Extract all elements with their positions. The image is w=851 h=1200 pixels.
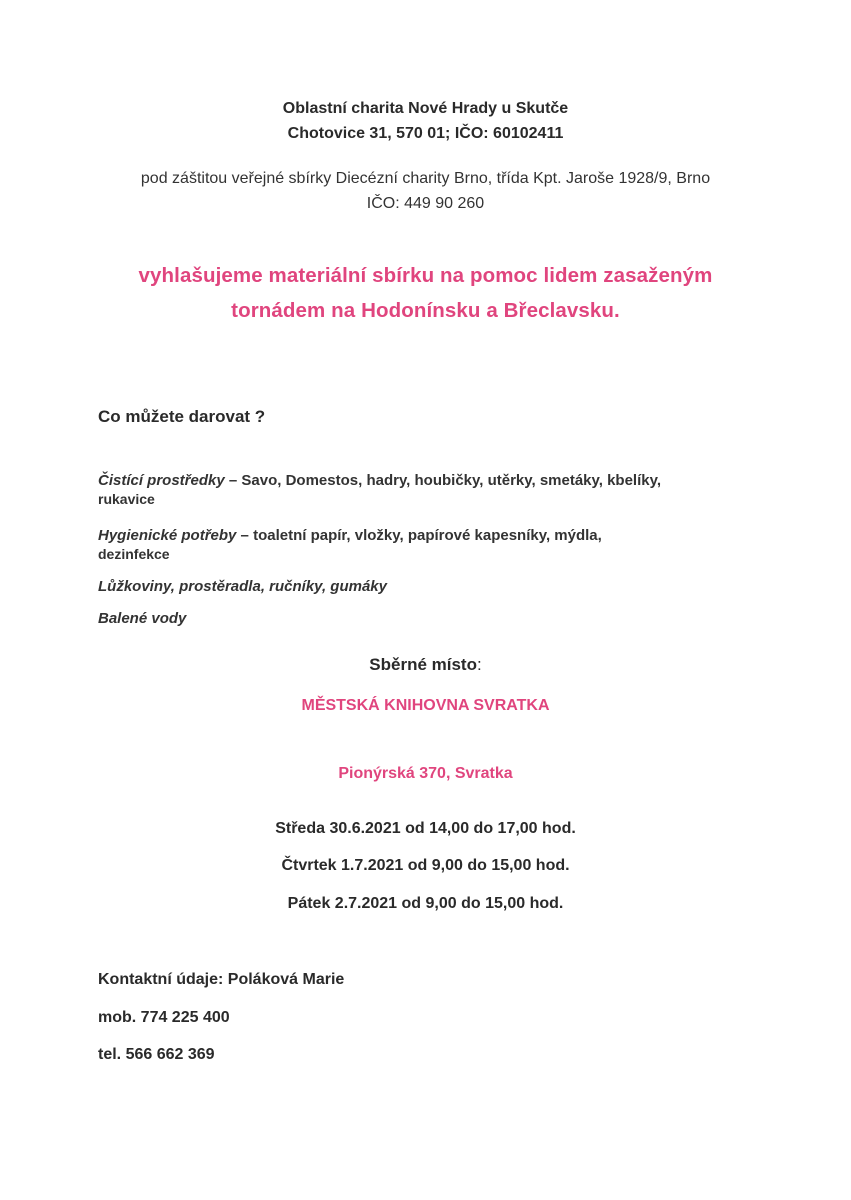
item-separator: – — [224, 472, 242, 489]
collection-title-text: Sběrné místo — [369, 655, 477, 674]
org-address: Chotovice 31, 570 01; IČO: 60102411 — [287, 125, 564, 142]
item-category: Čistící prostředky — [98, 472, 225, 489]
patronage-line-1: pod záštitou veřejné sbírky Diecézní charity Brno, třída Kpt. Jaroše 1928/9, Brno — [140, 170, 711, 187]
appeal-line-1: vyhlašujeme materiální sbírku na pomoc lidem zasaženým — [138, 264, 713, 287]
donate-item — [98, 471, 758, 509]
contact-mobile: mob. 774 225 400 — [98, 1009, 230, 1026]
item-details-continued: dezinfekce — [98, 546, 170, 562]
item-category: Balené vody — [98, 610, 187, 627]
contact-name: Kontaktní údaje: Poláková Marie — [98, 971, 345, 988]
collection-title — [0, 655, 851, 675]
donate-item — [98, 609, 758, 628]
item-category: Hygienické potřeby — [98, 527, 237, 544]
donate-item — [98, 577, 758, 596]
collection-address: Pionýrská 370, Svratka — [338, 765, 513, 782]
appeal-line-2: tornádem na Hodonínsku a Břeclavsku. — [231, 299, 620, 322]
patronage-line-2: IČO: 449 90 260 — [366, 195, 485, 212]
hours-line: Středa 30.6.2021 od 14,00 do 17,00 hod. — [275, 820, 576, 837]
donate-question: Co můžete darovat ? — [98, 407, 266, 426]
item-details: toaletní papír, vložky, papírové kapesníky, mýdla, — [253, 527, 602, 544]
hours-line: Pátek 2.7.2021 od 9,00 do 15,00 hod. — [287, 895, 564, 912]
contact-phone: tel. 566 662 369 — [98, 1046, 215, 1063]
item-details: Savo, Domestos, hadry, houbičky, utěrky, smetáky, kbelíky, — [241, 472, 662, 489]
item-separator: – — [236, 527, 254, 544]
donate-item — [98, 526, 758, 564]
collection-place: MĚSTSKÁ KNIHOVNA SVRATKA — [301, 697, 550, 714]
hours-line: Čtvrtek 1.7.2021 od 9,00 do 15,00 hod. — [281, 857, 570, 874]
item-category: Lůžkoviny, prostěradla, ručníky, gumáky — [98, 578, 387, 595]
item-details-continued: rukavice — [98, 491, 155, 507]
org-name: Oblastní charita Nové Hrady u Skutče — [282, 100, 569, 117]
collection-title-colon: : — [476, 655, 482, 674]
